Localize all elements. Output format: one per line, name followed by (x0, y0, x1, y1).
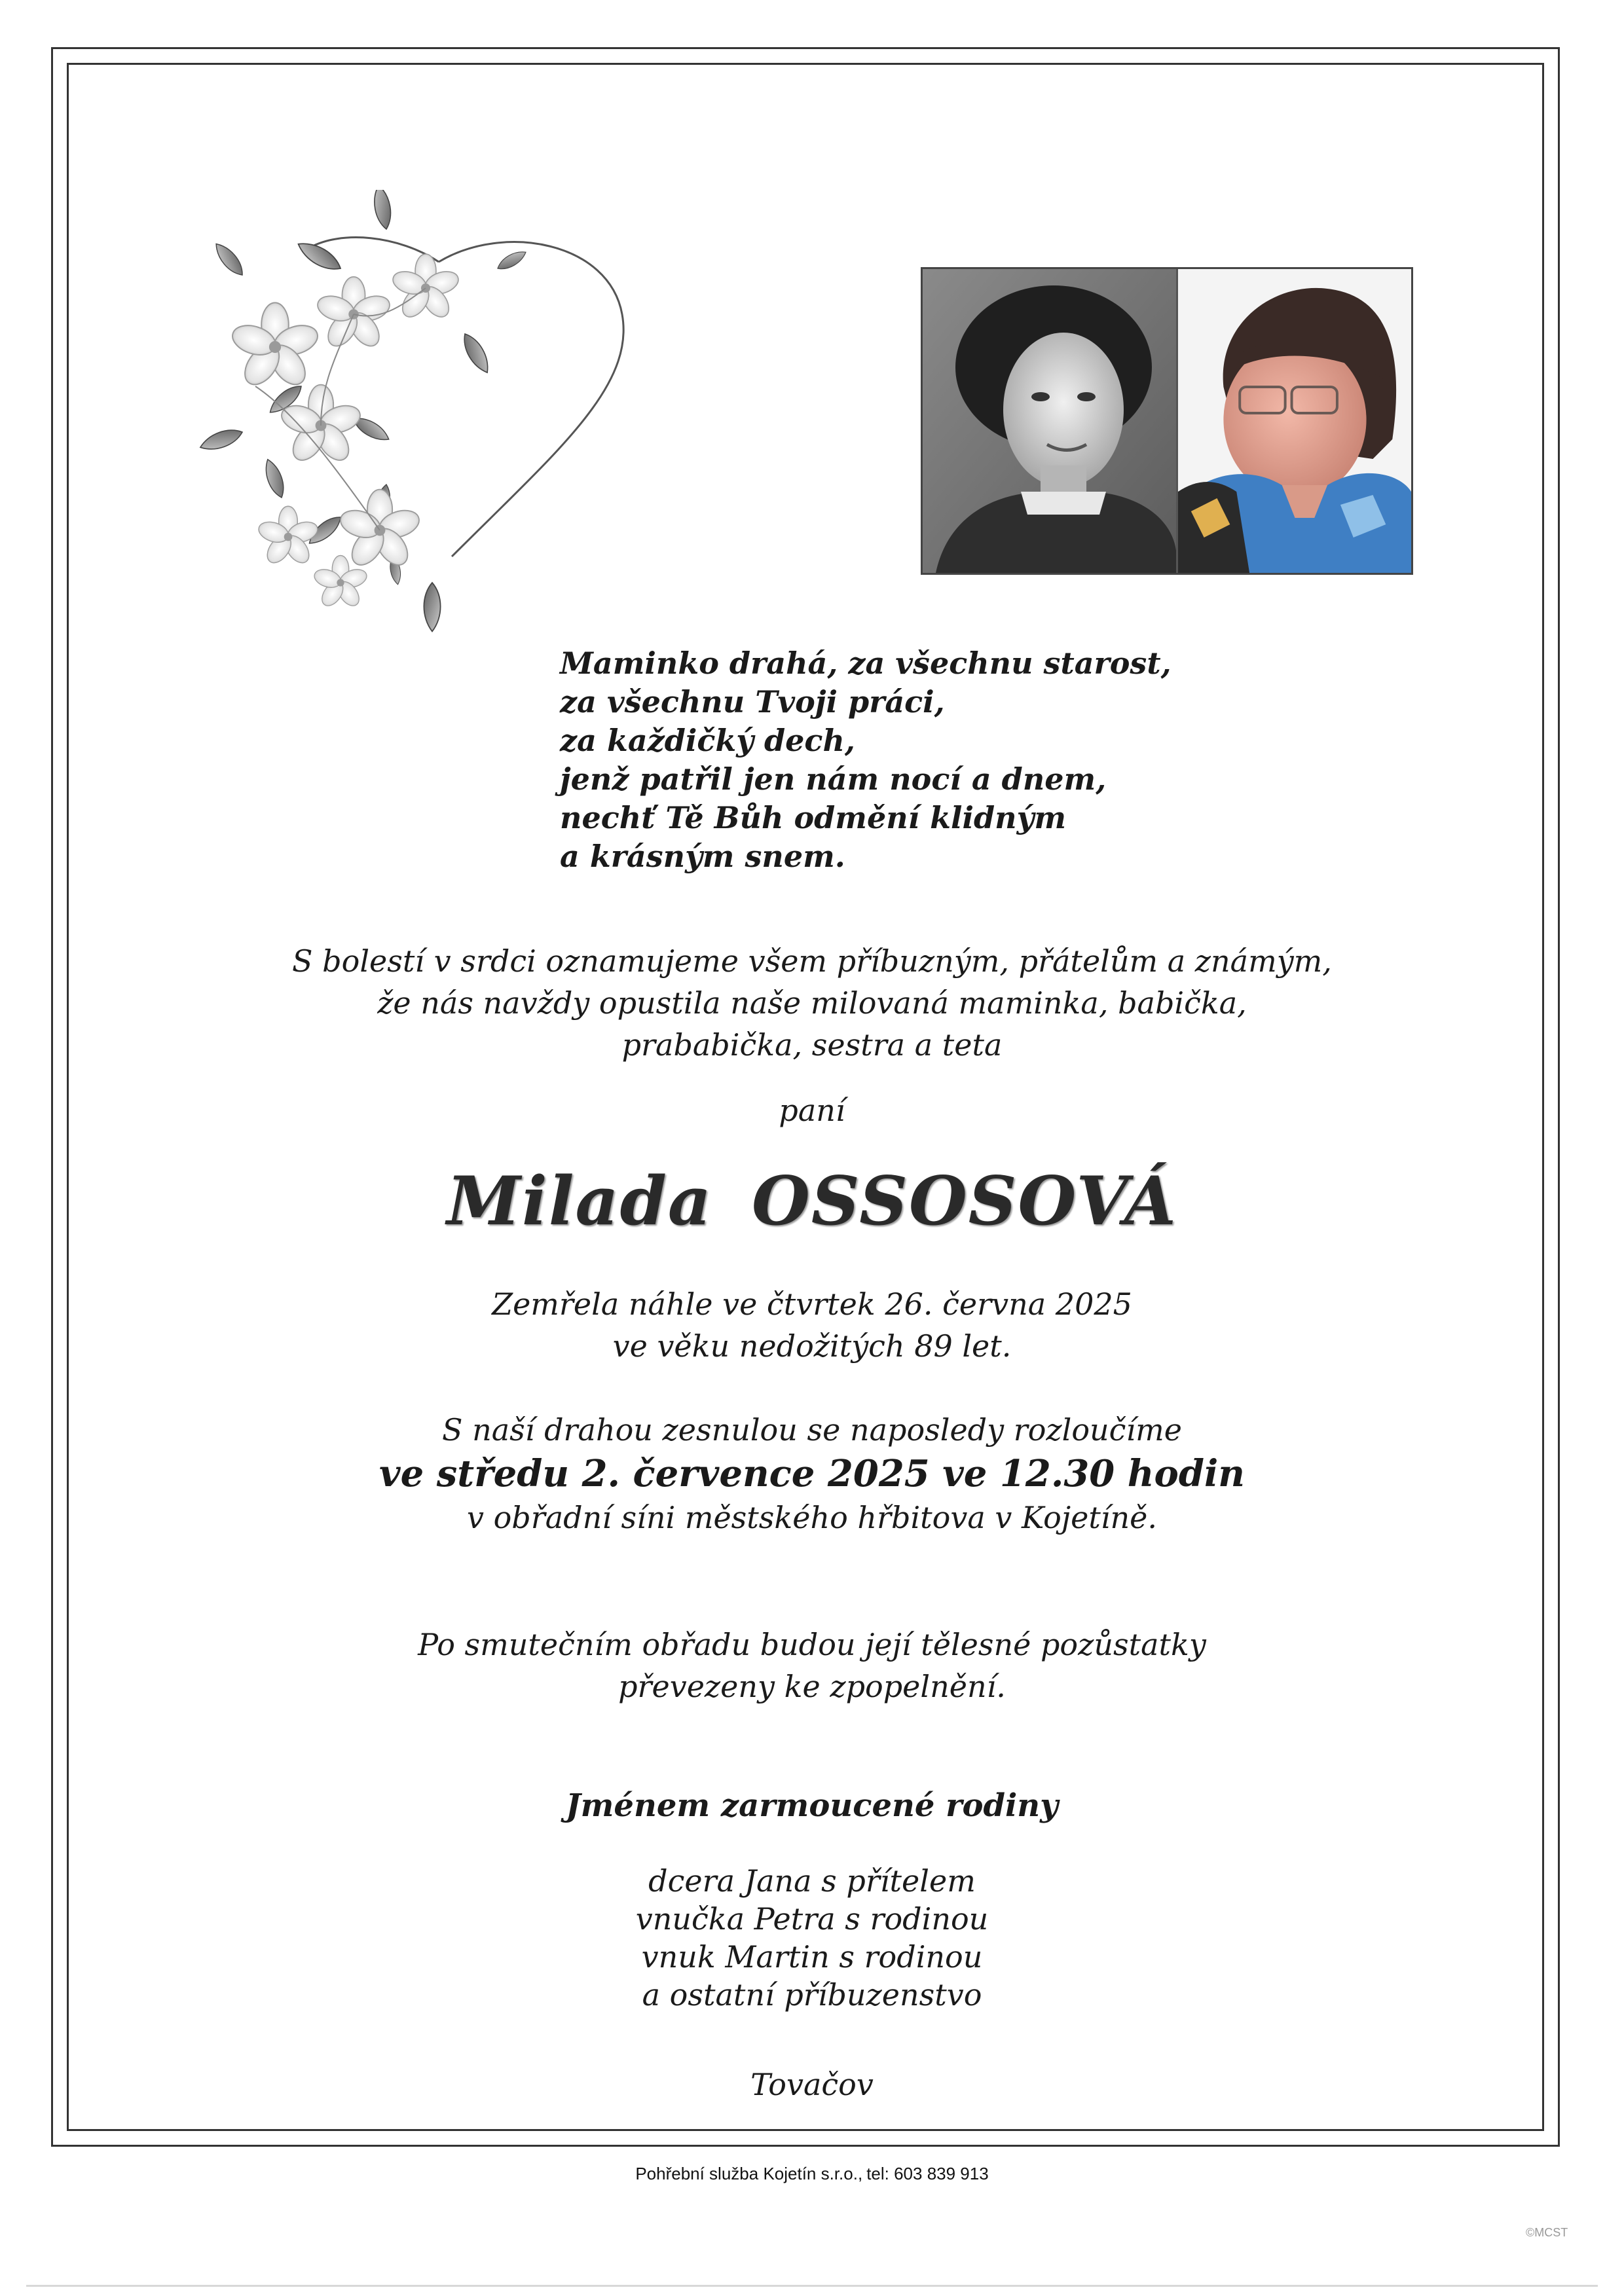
funeral-service-name: Pohřební služba Kojetín s.r.o., (635, 2164, 863, 2183)
family-heading: Jménem zarmoucené rodiny (565, 1787, 1059, 1824)
portrait-photo-young (923, 269, 1176, 573)
death-info-line: ve věku nedožitých 89 let. (612, 1328, 1012, 1364)
family-place: Tovačov (750, 2067, 874, 2102)
scan-edge-line (26, 2285, 1598, 2287)
deceased-surname: OSSOSOVÁ (752, 1162, 1177, 1241)
honorific: paní (779, 1093, 845, 1128)
farewell-datetime: ve středu 2. července 2025 ve 12.30 hodin (379, 1452, 1245, 1495)
verse-line: a krásným snem. (560, 839, 845, 874)
portrait-photos (921, 267, 1413, 575)
deceased-name (196, 1159, 1428, 1244)
verse-line: Maminko drahá, za všechnu starost, (560, 646, 1172, 681)
verse-line: nechť Tě Bůh odmění klidným (560, 800, 1066, 835)
family-members (196, 1862, 1428, 2014)
verse-line: jenž patřil jen nám nocí a dnem, (560, 761, 1107, 797)
portrait-photo-older (1176, 269, 1411, 573)
announcement-text (196, 940, 1428, 1066)
farewell-intro: S naší drahou zesnulou se naposledy rozloučíme (441, 1412, 1183, 1448)
cremation-line: Po smutečním obřadu budou její tělesné pozůstatky (418, 1627, 1206, 1662)
watermark: ©MCST (1526, 2226, 1568, 2239)
farewell-venue: v obřadní síni městského hřbitova v Kojetíně. (466, 1500, 1157, 1535)
announcement-line: že nás navždy opustila naše milovaná maminka, babička, (377, 985, 1247, 1021)
family-member: vnučka Petra s rodinou (635, 1901, 989, 1937)
family-member: a ostatní příbuzenstvo (642, 1977, 982, 2013)
funeral-service-phone: tel: 603 839 913 (866, 2164, 989, 2183)
announcement-line: prababička, sestra a teta (621, 1027, 1003, 1063)
verse-line: za každičký dech, (560, 723, 855, 758)
deceased-first-name: Milada (447, 1162, 713, 1241)
footer-contact (196, 2162, 1428, 2185)
family-member: vnuk Martin s rodinou (641, 1939, 983, 1975)
cremation-note (196, 1624, 1428, 1707)
death-info-line: Zemřela náhle ve čtvrtek 26. června 2025 (492, 1286, 1132, 1322)
cremation-line: převezeny ke zpopelnění. (618, 1669, 1006, 1704)
farewell-info (196, 1409, 1428, 1539)
memorial-verse (560, 644, 1313, 876)
death-info (196, 1283, 1428, 1367)
announcement-line: S bolestí v srdci oznamujeme všem příbuzným, přátelům a známým, (292, 943, 1332, 979)
floral-heart-icon (190, 190, 661, 661)
family-member: dcera Jana s přítelem (648, 1863, 976, 1899)
verse-line: za všechnu Tvoji práci, (560, 684, 945, 720)
